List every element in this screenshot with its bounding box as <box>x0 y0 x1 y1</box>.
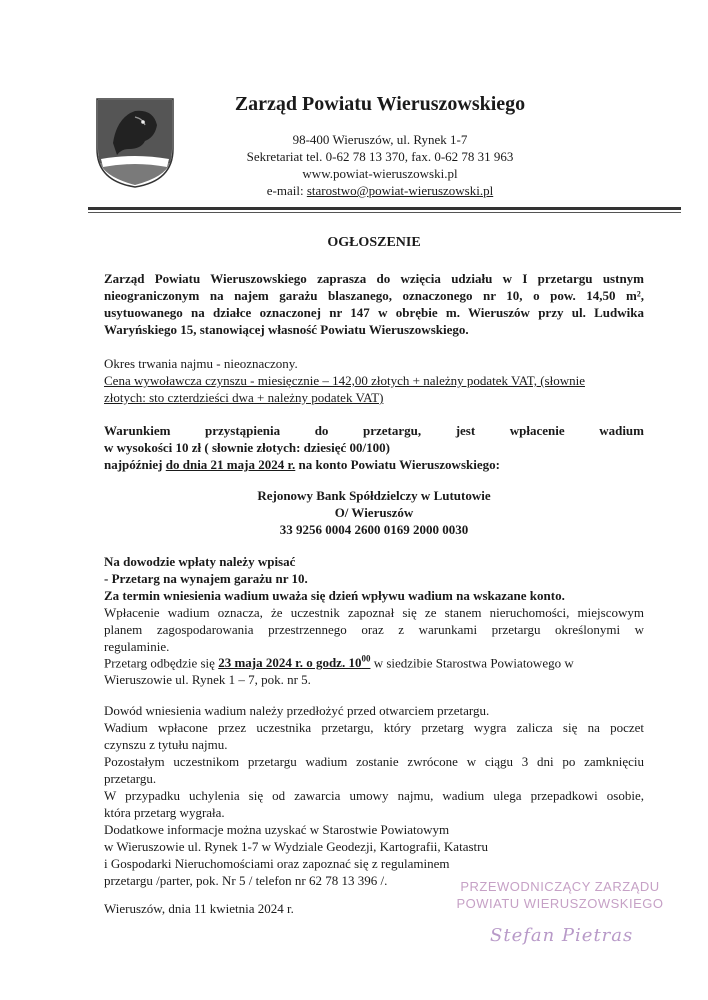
price-line: złotych: sto czterdzieści dwa + należny podatek VAT) <box>104 390 384 405</box>
intro-line: usytuowanego na działce oznaczonej nr 147 w obrębie m. Wieruszów przy ul. Ludwika <box>104 305 644 320</box>
auction-date <box>218 655 370 670</box>
transfer-instructions <box>104 553 644 604</box>
note-line: Dowód wniesienia wadium należy przedłożyć przed otwarciem przetargu. <box>104 703 490 718</box>
note-line: i Gospodarki Nieruchomościami oraz zapoznać się z regulaminem <box>104 856 450 871</box>
note-line: w Wieruszowie ul. Rynek 1-7 w Wydziale Geodezji, Kartografii, Katastru <box>104 839 488 854</box>
intro-paragraph <box>104 270 644 338</box>
intro-line: nieograniczonym na najem garażu blaszanego, oznaczonego nr 10, o pow. 14,50 m², <box>104 288 644 303</box>
note-line: przetargu /parter, pok. Nr 5 / telefon nr 62 78 13 396 /. <box>104 873 388 888</box>
stamp-line-2: POWIATU WIERUSZOWSKIEGO <box>456 896 664 911</box>
deposit-deadline-suffix: na konto Powiatu Wieruszowskiego: <box>295 457 500 472</box>
deposit-meaning-line: Wpłacenie wadium oznacza, że uczestnik zapoznał się ze stanem nieruchomości, miejscowym <box>104 605 644 620</box>
email-link[interactable]: starostwo@powiat-wieruszowski.pl <box>306 183 494 198</box>
email-line <box>200 183 560 199</box>
deposit-line: Warunkiem przystąpienia do przetargu, jest wpłacenie wadium <box>104 423 644 438</box>
deposit-deadline-prefix: najpóźniej <box>104 457 166 472</box>
note-line: Pozostałym uczestnikom przetargu wadium zostanie zwrócone w ciągu 3 dni po zamknięciu <box>104 754 644 769</box>
website: www.powiat-wieruszowski.pl <box>302 166 458 181</box>
auction-suffix: w siedzibie Starostwa Powiatowego w <box>370 655 574 671</box>
bank-account: 33 9256 0004 2600 0169 2000 0030 <box>279 522 469 537</box>
auction-date-text: 23 maja 2024 r. o godz. 10 <box>218 655 362 671</box>
coat-of-arms-logo <box>95 97 175 189</box>
signature: Stefan Pietras <box>490 925 634 946</box>
header-divider-thick <box>88 207 681 210</box>
starting-price <box>104 372 644 406</box>
header-divider-thin <box>88 212 681 213</box>
transfer-line: Za termin wniesienia wadium uważa się dzień wpływu wadium na wskazane konto. <box>104 588 565 603</box>
transfer-line: - Przetarg na wynajem garażu nr 10. <box>104 571 308 586</box>
deposit-deadline-line <box>104 456 644 473</box>
bank-name: Rejonowy Bank Spółdzielczy w Lututowie <box>257 488 491 503</box>
deposit-paragraph <box>104 422 644 473</box>
price-line: Cena wywoławcza czynszu - miesięcznie – 142,00 złotych + należny podatek VAT, (słownie <box>104 373 585 388</box>
note-line: która przetarg wygrała. <box>104 805 225 820</box>
bank-branch: O/ Wieruszów <box>334 505 414 520</box>
organization-name: Zarząd Powiatu Wieruszowskiego <box>234 93 526 115</box>
lease-term: Okres trwania najmu - nieoznaczony. <box>104 356 298 371</box>
note-line: przetargu. <box>104 771 157 786</box>
note-line: W przypadku uchylenia się od zawarcia umowy najmu, wadium ulega przepadkowi osobie, <box>104 788 644 803</box>
intro-line: Waryńskiego 15, stanowiącej własność Powiatu Wieruszowskiego. <box>104 322 469 337</box>
auction-time-minutes: 00 <box>361 654 371 664</box>
deposit-line: w wysokości 10 zł ( słownie złotych: dziesięć 00/100) <box>104 440 390 455</box>
address: 98-400 Wieruszów, ul. Rynek 1-7 <box>292 132 468 147</box>
intro-line: Zarząd Powiatu Wieruszowskiego zaprasza do wzięcia udziału w I przetargu ustnym <box>104 271 644 286</box>
document-title: OGŁOSZENIE <box>327 235 421 250</box>
date-line: Wieruszów, dnia 11 kwietnia 2024 r. <box>104 901 294 916</box>
deposit-meaning-line: regulaminie. <box>104 639 170 654</box>
auction-paragraph <box>104 651 644 688</box>
transfer-line: Na dowodzie wpłaty należy wpisać <box>104 554 296 569</box>
deposit-deadline-date: do dnia 21 maja 2024 r. <box>165 457 296 472</box>
phone-fax: Sekretariat tel. 0-62 78 13 370, fax. 0-62 78 31 963 <box>246 149 514 164</box>
deposit-meaning-paragraph <box>104 604 644 655</box>
email-label: e-mail: <box>266 183 307 198</box>
note-line: Wadium wpłacone przez uczestnika przetargu, który przetarg wygra zalicza się na poczet <box>104 720 644 735</box>
bank-details <box>104 487 644 538</box>
auction-line <box>104 651 644 671</box>
auction-prefix: Przetarg odbędzie się <box>104 655 219 671</box>
auction-location: Wieruszowie ul. Rynek 1 – 7, pok. nr 5. <box>104 672 311 688</box>
note-line: czynszu z tytułu najmu. <box>104 737 228 752</box>
additional-notes <box>104 702 644 889</box>
deposit-meaning-line: planem zagospodarowania przestrzennego oraz z warunkami przetargu określonymi w <box>104 622 644 637</box>
stamp-line-1: PRZEWODNICZĄCY ZARZĄDU <box>460 879 660 894</box>
note-line: Dodatkowe informacje można uzyskać w Starostwie Powiatowym <box>104 822 450 837</box>
